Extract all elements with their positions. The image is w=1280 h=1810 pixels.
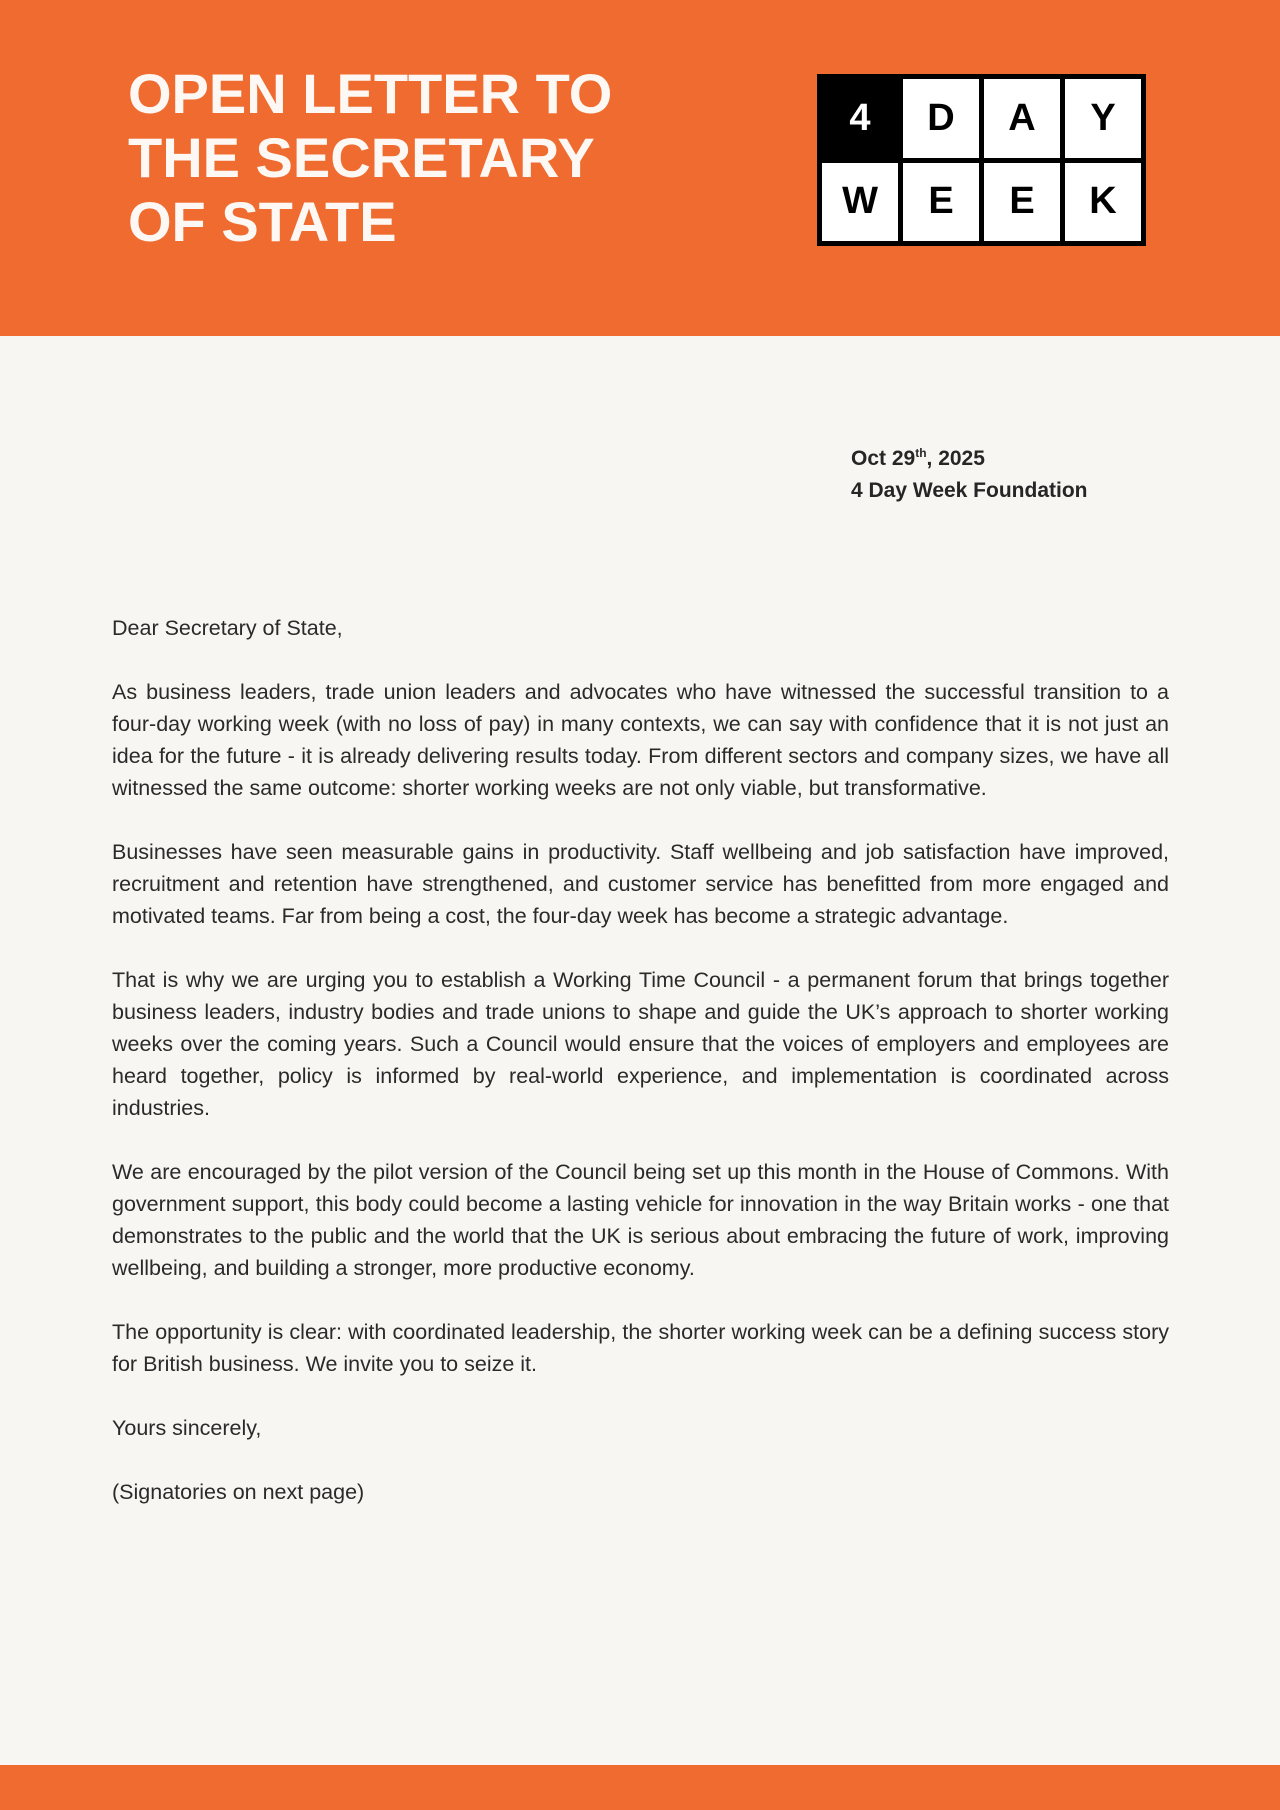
date-day: Oct 29 <box>851 447 916 470</box>
logo-cell: E <box>903 163 979 242</box>
closing: Yours sincerely, <box>112 1416 262 1440</box>
header-banner <box>0 0 1280 336</box>
date-year: , 2025 <box>926 447 985 470</box>
paragraph: Businesses have seen measurable gains in productivity. Staff wellbeing and job satisfaction have improved, recruitment and retention have strengthened, and customer service has benefitted from more engaged and motivated teams. Far from being a cost, the four-day week has become a strategic advantage. <box>112 840 1169 928</box>
paragraph: That is why we are urging you to establish a Working Time Council - a permanent forum that brings together business leaders, industry bodies and trade unions to shape and guide the UK’s approach to shorter working weeks over the coming years. Such a Council would ensure that the voices of employers and employees are heard together, policy is informed by real-world experience, and implementation is coordinated across industries. <box>112 968 1169 1120</box>
paragraph: The opportunity is clear: with coordinated leadership, the shorter working week can be a defining success story for British business. We invite you to seize it. <box>112 1320 1169 1376</box>
paragraph: As business leaders, trade union leaders and advocates who have witnessed the successful transition to a four-day working week (with no loss of pay) in many contexts, we can say with confidence that it is not just an idea for the future - it is already delivering results today. From different sectors and company sizes, we have all witnessed the same outcome: shorter working weeks are not only viable, but transformative. <box>112 680 1169 800</box>
salutation: Dear Secretary of State, <box>112 616 343 640</box>
logo-cell: A <box>984 79 1060 158</box>
sender-block <box>851 443 1088 507</box>
title-line: THE SECRETARY <box>128 126 595 189</box>
logo-cell: E <box>984 163 1060 242</box>
title-line: OF STATE <box>128 190 397 253</box>
letter-date <box>851 443 1088 475</box>
four-day-week-logo <box>817 74 1146 246</box>
paragraph: We are encouraged by the pilot version of the Council being set up this month in the House of Commons. With government support, this body could become a lasting vehicle for innovation in the way Britain works - one that demonstrates to the public and the world that the UK is serious about embracing the future of work, improving wellbeing, and building a stronger, more productive economy. <box>112 1160 1169 1280</box>
sender-organization: 4 Day Week Foundation <box>851 479 1088 502</box>
logo-cell: K <box>1065 163 1141 242</box>
letter-body <box>112 612 1169 1540</box>
page-title <box>128 62 728 254</box>
logo-cell: Y <box>1065 79 1141 158</box>
logo-cell: D <box>903 79 979 158</box>
logo-cell: 4 <box>822 79 898 158</box>
date-ordinal: th <box>915 446 927 460</box>
title-line: OPEN LETTER TO <box>128 62 613 125</box>
footer-banner <box>0 1765 1280 1810</box>
logo-cell: W <box>822 163 898 242</box>
signatories-note: (Signatories on next page) <box>112 1480 365 1504</box>
